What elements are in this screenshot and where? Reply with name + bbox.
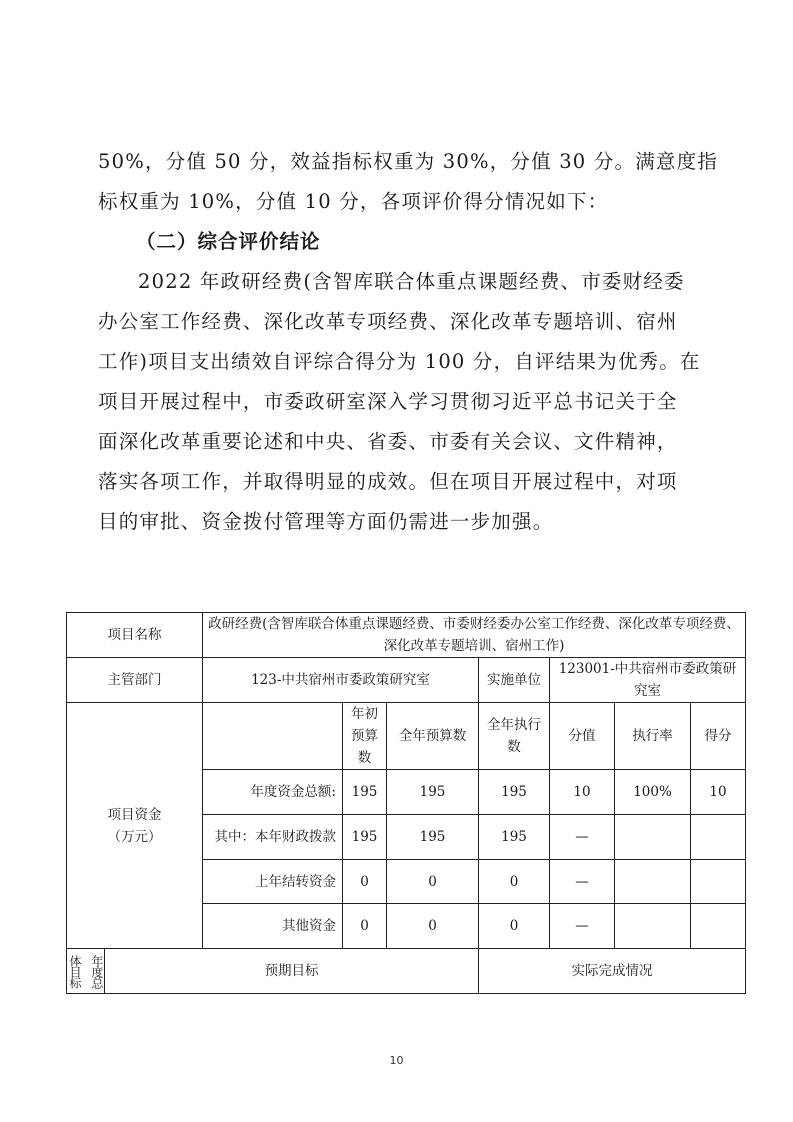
- cell-score-value: —: [550, 860, 615, 904]
- paragraph-weights: [98, 142, 719, 222]
- cell-score-value: —: [550, 815, 615, 860]
- row-label: 上年结转资金: [203, 860, 343, 904]
- cell-executed: 0: [479, 860, 550, 904]
- impl-label: 实施单位: [479, 658, 550, 703]
- table-header-row: [67, 703, 746, 770]
- table-row: [67, 949, 746, 994]
- impl-value: 123001-中共宿州市委政策研究室: [550, 658, 746, 703]
- text-line: 办公室工作经费、深化改革专项经费、深化改革专题培训、宿州: [98, 310, 678, 333]
- column-header: 全年执行数: [479, 703, 550, 770]
- section-heading: （二）综合评价结论: [136, 230, 321, 253]
- text-line: 目的审批、资金拨付管理等方面仍需进一步加强。: [98, 510, 554, 533]
- cell-annual: 195: [387, 770, 479, 815]
- page-number: 10: [389, 1054, 404, 1067]
- funds-label: 项目资金: [107, 806, 162, 823]
- cell-initial: 0: [343, 860, 387, 904]
- table-row: [67, 658, 746, 703]
- cell-annual: 0: [387, 860, 479, 904]
- column-header: 年初预算数: [343, 703, 387, 770]
- text-line: 50%，分值 50 分，效益指标权重为 30%，分值 30 分。满意度指: [98, 150, 719, 173]
- row-label: 其他资金: [203, 904, 343, 949]
- cell-rate: [615, 815, 691, 860]
- text-line: 面深化改革重要论述和中央、省委、市委有关会议、文件精神，: [98, 430, 678, 453]
- text-line: 落实各项工作，并取得明显的成效。但在项目开展过程中，对项: [98, 470, 678, 493]
- column-header: 执行率: [615, 703, 691, 770]
- cell-rate: [615, 904, 691, 949]
- text-line: 项目开展过程中，市委政研室深入学习贯彻习近平总书记关于全: [98, 390, 678, 413]
- column-header: 分值: [550, 703, 615, 770]
- text-line: 2022 年政研经费(含智库联合体重点课题经费、市委财经委: [138, 270, 685, 293]
- column-header: 全年预算数: [387, 703, 479, 770]
- cell-executed: 0: [479, 904, 550, 949]
- row-label: 年度资金总额:: [203, 770, 343, 815]
- cell-score: [691, 860, 746, 904]
- text-line: 工作)项目支出绩效自评综合得分为 100 分，自评结果为优秀。在: [98, 350, 701, 373]
- cell-score: 10: [691, 770, 746, 815]
- cell-annual: 0: [387, 904, 479, 949]
- project-name-label: 项目名称: [67, 613, 203, 658]
- column-header: 得分: [691, 703, 746, 770]
- header-blank: [203, 703, 343, 770]
- performance-table: [66, 612, 746, 994]
- goal-label-col1: 年度总: [90, 954, 104, 988]
- cell-score-value: —: [550, 904, 615, 949]
- cell-executed: 195: [479, 815, 550, 860]
- funds-label-cell: [67, 703, 203, 949]
- annual-goal-label-cell: [67, 949, 105, 994]
- row-label: 其中：本年财政拨款: [203, 815, 343, 860]
- cell-rate: [615, 860, 691, 904]
- cell-initial: 195: [343, 815, 387, 860]
- cell-rate: 100%: [615, 770, 691, 815]
- cell-score: [691, 904, 746, 949]
- dept-value: 123-中共宿州市委政策研究室: [203, 658, 479, 703]
- paragraph-conclusion: [98, 262, 701, 542]
- cell-score: [691, 815, 746, 860]
- cell-annual: 195: [387, 815, 479, 860]
- cell-initial: 0: [343, 904, 387, 949]
- expected-goal-label: 预期目标: [105, 949, 479, 994]
- cell-score-value: 10: [550, 770, 615, 815]
- text-line: 标权重为 10%，分值 10 分，各项评价得分情况如下：: [98, 190, 609, 213]
- actual-completion-label: 实际完成情况: [479, 949, 746, 994]
- funds-unit: （万元）: [107, 828, 162, 845]
- cell-initial: 195: [343, 770, 387, 815]
- project-name-value: 政研经费(含智库联合体重点课题经费、市委财经委办公室工作经费、深化改革专项经费、深化改革专题培训、宿州工作): [203, 613, 746, 658]
- dept-label: 主管部门: [67, 658, 203, 703]
- cell-executed: 195: [479, 770, 550, 815]
- goal-label-col2: 体目标: [68, 954, 82, 988]
- table-row: [67, 613, 746, 658]
